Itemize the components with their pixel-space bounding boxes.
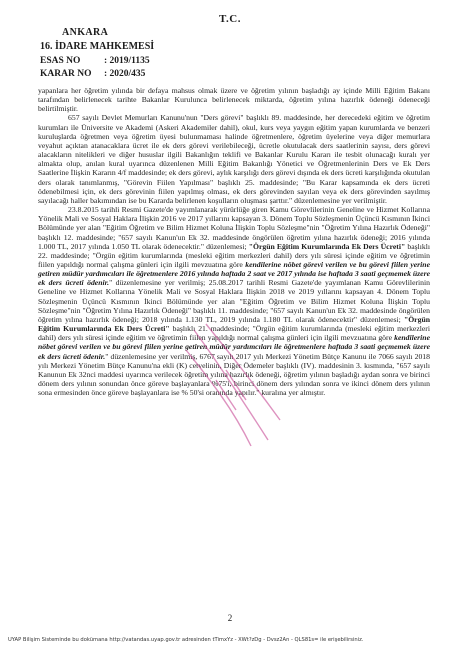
page-number: 2 — [227, 613, 233, 623]
esas-label: ESAS NO — [40, 56, 81, 66]
p3-bold-heading-1: "Örgün Eğitim Kurumlarında Ek Ders Ücreti" — [248, 241, 406, 251]
court-name: 16. İDARE MAHKEMESİ — [40, 41, 155, 52]
paragraph-2: 657 sayılı Devlet Memurları Kanunu'nun "Ders görevi" başlıklı 89. maddesinde, her derecedeki eğitim ve öğretim kurumları ile Üniversite ve Akademi (Askeri Akademiler dahil), okul, kurs veya yaygın eğitim yapan kurumlarda ve benzeri kuruluşlarda öğretmen veya öğretim üyesi bulunmaması halinde öğretmenlere, öğretim üyelerine veya diğer memurlara veyahut açıktan atanacaklara ücret ile ek ders görevi verilebileceği, ücretle okutulacak ders saatlerinin sayısı, ders görevi alacakların nitelikleri ve diğer hususlar ilgili Bakanlığın teklifi ve Bakanlar Kurulu Kararı ile tesbit olunacağı kuralı yer almakta olup, anılan kural uyarınca düzenlenen Milli Eğitim Bakanlığı Yönetici ve Öğretmenlerinin Ders ve Ek Ders Saatlerine İlişkin Kararın 4/f maddesinde; ek ders görevi, aylık karşılığı ders görevi dışında ek ders ücreti karşılığında okutulan ders olarak tanımlanmış, "Görevin Fiilen Yapılması" başlıklı 25. maddesinde; "Bu Karar kapsamında ek ders ücreti ödenebilmesi için, ek ders görevinin fiilen yapılmış olması, ek ders görevinden sayılan veya ek ders görevinden sayılmış sayılacağı haller bakımından ise bu Kararda belirlenen koşulların oluşması şarttır." düzenlemesine yer verilmiştir. — [38, 113, 430, 205]
p3-bold-heading-2: "Örgün Eğitim Kurumlarında Ek Ders Ücreti" — [38, 314, 430, 334]
esas-value: : 2019/1135 — [104, 56, 150, 66]
decision-body — [38, 86, 430, 397]
karar-value: : 2020/435 — [104, 69, 146, 79]
p3-italic-1: kendilerine nöbet görevi verilen ve bu görevi fiilen yerine getiren müdür yardımcıları ile öğretmenlere 2016 yılında haftada 2 saat ve 2017 yılında ise haftada 3 saati geçmemek üzere ek ders ücreti ödenir. — [38, 259, 430, 288]
karar-label: KARAR NO — [40, 69, 92, 79]
esas-no-line — [40, 56, 150, 66]
uyap-footer: UYAP Bilişim Sisteminde bu dokümana http://vatandas.uyap.gov.tr adresinden tTimxYz - XWt?zDg - Dvsz2An - QLS81s= ile erişebilirsiniz. — [8, 637, 364, 643]
p3-text-a: 23.8.2015 tarihli Resmi Gazete'de yayımlanarak yürürlüğe giren Kamu Görevlilerinin Geneline ve Hizmet Kollarına Yönelik Mali ve Sosyal Haklara İlişkin 2016 ve 2017 yıllarını kapsayan 3. Dönem Toplu Sözleşmenin Üçüncü Kısmının İkinci Bölümünde yer alan "Eğitim Öğretim ve Bilim Hizmet Koluna İlişkin Toplu Sözleşme"nin "Öğretim Yılına Hazırlık Ödeneği" başlıklı 12. maddesinde; "657 sayılı Kanun'un Ek 32. maddesinde öngörülen öğretim yılına hazırlık ödeneği; 2016 yılında 1.000 TL, 2017 yılında 1.050 TL olarak ödenecektir." düzenlemesi; — [38, 205, 430, 251]
karar-no-line — [40, 69, 145, 79]
p3-text-f: " düzenlemesine yer verilmiş, 6767 sayılı 2017 yılı Merkezi Yönetim Bütçe Kanunu ile 7066 sayılı 2018 yılı Merkezi Yönetim Bütçe Kanunu'na ekli (K) cetvelinin, Diğer Ödemeler başlıklı (IV). maddesinin 3. kısmında, "657 sayılı Kanunun Ek 32nci maddesi uyarınca verilecek öğretim yılına hazırlık ödeneği, öğretim yılının başladığı aydan sonra ve birinci dönem ders yılının sonundan önce göreve başlayanlara %75'i, birinci dönem ders yılından sonra ve ikinci dönem ders yılının sona ermesinden önce göreve başlayanlara ise % 50'si oranında yapılır." kuralına yer almıştır. — [38, 351, 430, 398]
p3-text-c: başlıklı 22. maddesinde; "Örgün eğitim kurumlarında (mesleki eğitim merkezleri dahil) ders yılı süresi içinde eğitim ve öğretimin fiilen yapıldığı normal çalışma günleri için ilgili mevzuatına göre — [38, 241, 430, 269]
paragraph-1: yapanlara her öğretim yılında bir defaya mahsus olmak üzere ve öğretim yılının başladığı ay içinde Milli Eğitim Bakanı tarafından belirlenecek tarihte Bakanlar Kurulunca belirlenecek miktarda, öğretim yılına hazırlık ödeneği ödeneceği belirtilmiştir. — [38, 86, 430, 114]
header-tc: T.C. — [219, 13, 241, 25]
header-city: ANKARA — [62, 27, 109, 38]
p3-text-d: " düzenlemesine yer verilmiş; 25.08.2017 tarihli Resmi Gazete'de yayımlanan Kamu Görevlilerinin Geneline ve Hizmet Kollarına Yönelik Mali ve Sosyal Haklara İlişkin 2018 ve 2019 yıllarını kapsayan 4. Dönem Toplu Sözleşmenin Üçüncü Kısmının İkinci Bölümünde yer alan "Eğitim Öğretim ve Bilim Hizmet Koluna İlişkin Toplu Sözleşme"nin "Öğretim Yılına Hazırlık Ödeneği" başlıklı 11. maddesinde; "657 sayılı Kanun'un Ek 32. maddesinde öngörülen öğretim yılına hazırlık ödeneği; 2018 yılında 1.130 TL, 2019 yılında 1.180 TL olarak ödenecektir" düzenlemesi; — [38, 278, 430, 324]
paragraph-3 — [38, 205, 430, 397]
p3-text-e: başlıklı 21. maddesinde; "Örgün eğitim kurumlarında (mesleki eğitim merkezleri dahil) ders yılı süresi içinde eğitim ve öğretimin fiilen yapıldığı normal çalışma günleri için ilgili mevzuatına göre — [38, 324, 431, 343]
p3-italic-2: kendilerine nöbet görevi verilen ve bu görevi fiilen yerine getiren müdür yardımcıları ile öğretmenlere haftada 3 saati geçmemek üzere ek ders ücreti ödenir. — [38, 333, 430, 361]
